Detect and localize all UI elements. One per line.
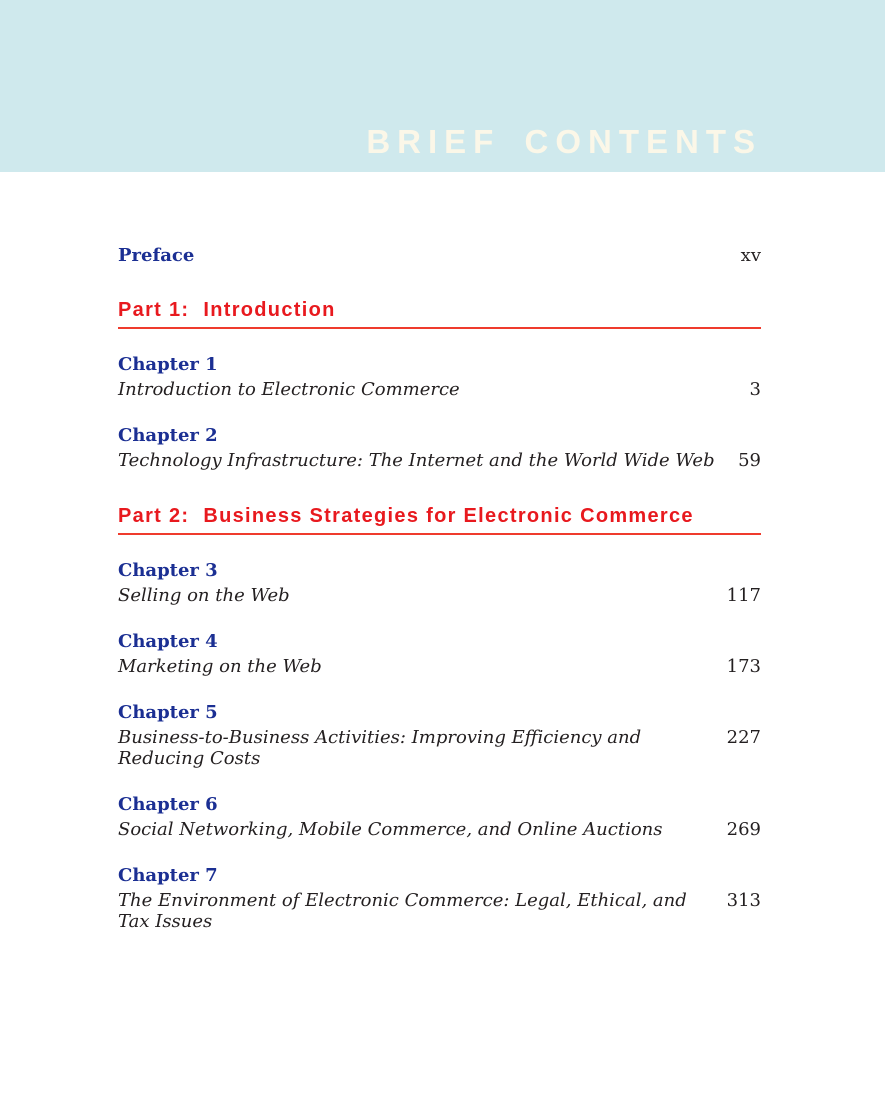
chapter-label: Chapter 3 [118, 560, 218, 581]
chapter-title-row [118, 819, 761, 840]
chapter-title: Social Networking, Mobile Commerce, and Online Auctions [118, 819, 663, 840]
chapter-title-row [118, 890, 761, 932]
chapter-title-row [118, 727, 761, 769]
chapter-entry [118, 865, 761, 932]
part-2-label: Part 2: [118, 505, 190, 527]
chapter-title-row [118, 656, 761, 677]
chapter-entry [118, 354, 761, 400]
chapter-entry [118, 425, 761, 471]
part-1-label: Part 1: [118, 299, 190, 321]
chapter-title-row [118, 379, 761, 400]
chapter-title: Marketing on the Web [118, 656, 322, 677]
chapter-page-number: 59 [738, 450, 761, 471]
page-title: BRIEF CONTENTS [366, 123, 762, 160]
chapter-label: Chapter 5 [118, 702, 218, 723]
chapter-title-row [118, 450, 761, 471]
banner [0, 0, 885, 172]
chapter-title: Technology Infrastructure: The Internet and the World Wide Web [118, 450, 715, 471]
chapter-label: Chapter 4 [118, 631, 218, 652]
chapter-page-number: 269 [726, 819, 761, 840]
chapter-entry [118, 794, 761, 840]
preface-page-number: xv [740, 245, 761, 266]
chapter-page-number: 3 [749, 379, 761, 400]
chapter-entry [118, 560, 761, 606]
preface-row [118, 245, 761, 267]
chapter-page-number: 117 [726, 585, 761, 606]
brief-contents-list [118, 172, 761, 951]
chapter-title: The Environment of Electronic Commerce: Legal, Ethical, and Tax Issues [118, 890, 687, 932]
chapter-title: Introduction to Electronic Commerce [118, 379, 460, 400]
part-2-heading [118, 506, 761, 535]
chapter-page-number: 313 [726, 890, 761, 911]
part-1-heading [118, 300, 761, 329]
part-2-title: Business Strategies for Electronic Commerce [203, 505, 694, 527]
chapter-page-number: 173 [726, 656, 761, 677]
chapter-title-row [118, 585, 761, 606]
chapter-label: Chapter 7 [118, 865, 218, 886]
chapter-label: Chapter 6 [118, 794, 218, 815]
chapter-label: Chapter 1 [118, 354, 218, 375]
chapter-label: Chapter 2 [118, 425, 218, 446]
chapter-page-number: 227 [726, 727, 761, 748]
chapter-entry [118, 702, 761, 769]
chapter-entry [118, 631, 761, 677]
preface-label: Preface [118, 245, 195, 266]
part-1-title: Introduction [203, 299, 336, 321]
chapter-title: Business-to-Business Activities: Improving Efficiency and Reducing Costs [118, 727, 642, 769]
chapter-title: Selling on the Web [118, 585, 290, 606]
